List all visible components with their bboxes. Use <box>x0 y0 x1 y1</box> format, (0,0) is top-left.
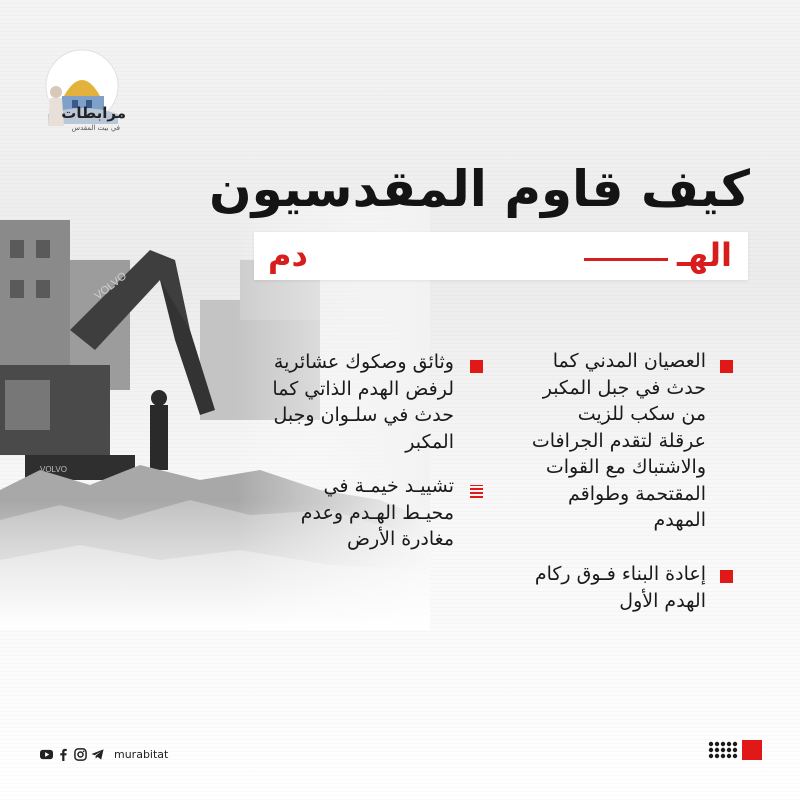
subtitle-right-part: الهـ <box>676 236 732 274</box>
bullet-marker <box>720 360 733 373</box>
logo-emblem-icon <box>42 44 130 136</box>
subtitle-stretch-line <box>584 258 668 261</box>
youtube-icon[interactable] <box>40 748 53 761</box>
telegram-icon[interactable] <box>91 748 104 761</box>
instagram-icon[interactable] <box>74 748 87 761</box>
point-civil-disobedience: العصيان المدني كما حدث في جبل المكبر من سكب للزيت عرقلة لتقدم الجرافات والاشتباك مع القوات المقتحمة وطواقم المهدم <box>531 350 706 531</box>
point-tribal-documents: وثائق وصكوك عشائرية لرفض الهدم الذاتي كما حدث في سلـوان وجبل المكبر <box>272 351 454 453</box>
logo-name: مرابطات <box>61 104 126 122</box>
bullet-marker-striped <box>470 485 483 498</box>
social-handle: murabitat <box>114 747 169 761</box>
bullet-marker <box>720 570 733 583</box>
bullet-marker <box>470 360 483 373</box>
point-tent-erection: تشييـد خيمـة في محيـط الهـدم وعدم مغادرة الأرض <box>300 475 454 550</box>
facebook-icon[interactable] <box>57 748 70 761</box>
logo-subtitle: في بيت المقدس <box>71 124 120 132</box>
social-links <box>40 746 168 762</box>
subtitle-left-part: دم <box>268 236 308 274</box>
subtitle-banner <box>254 232 748 280</box>
page-title: كيف قاوم المقدسيون <box>209 160 750 218</box>
brand-logo <box>42 44 130 136</box>
point-rebuilding: إعادة البناء فـوق ركام الهدم الأول <box>534 563 706 612</box>
brand-mark-icon <box>708 739 764 761</box>
